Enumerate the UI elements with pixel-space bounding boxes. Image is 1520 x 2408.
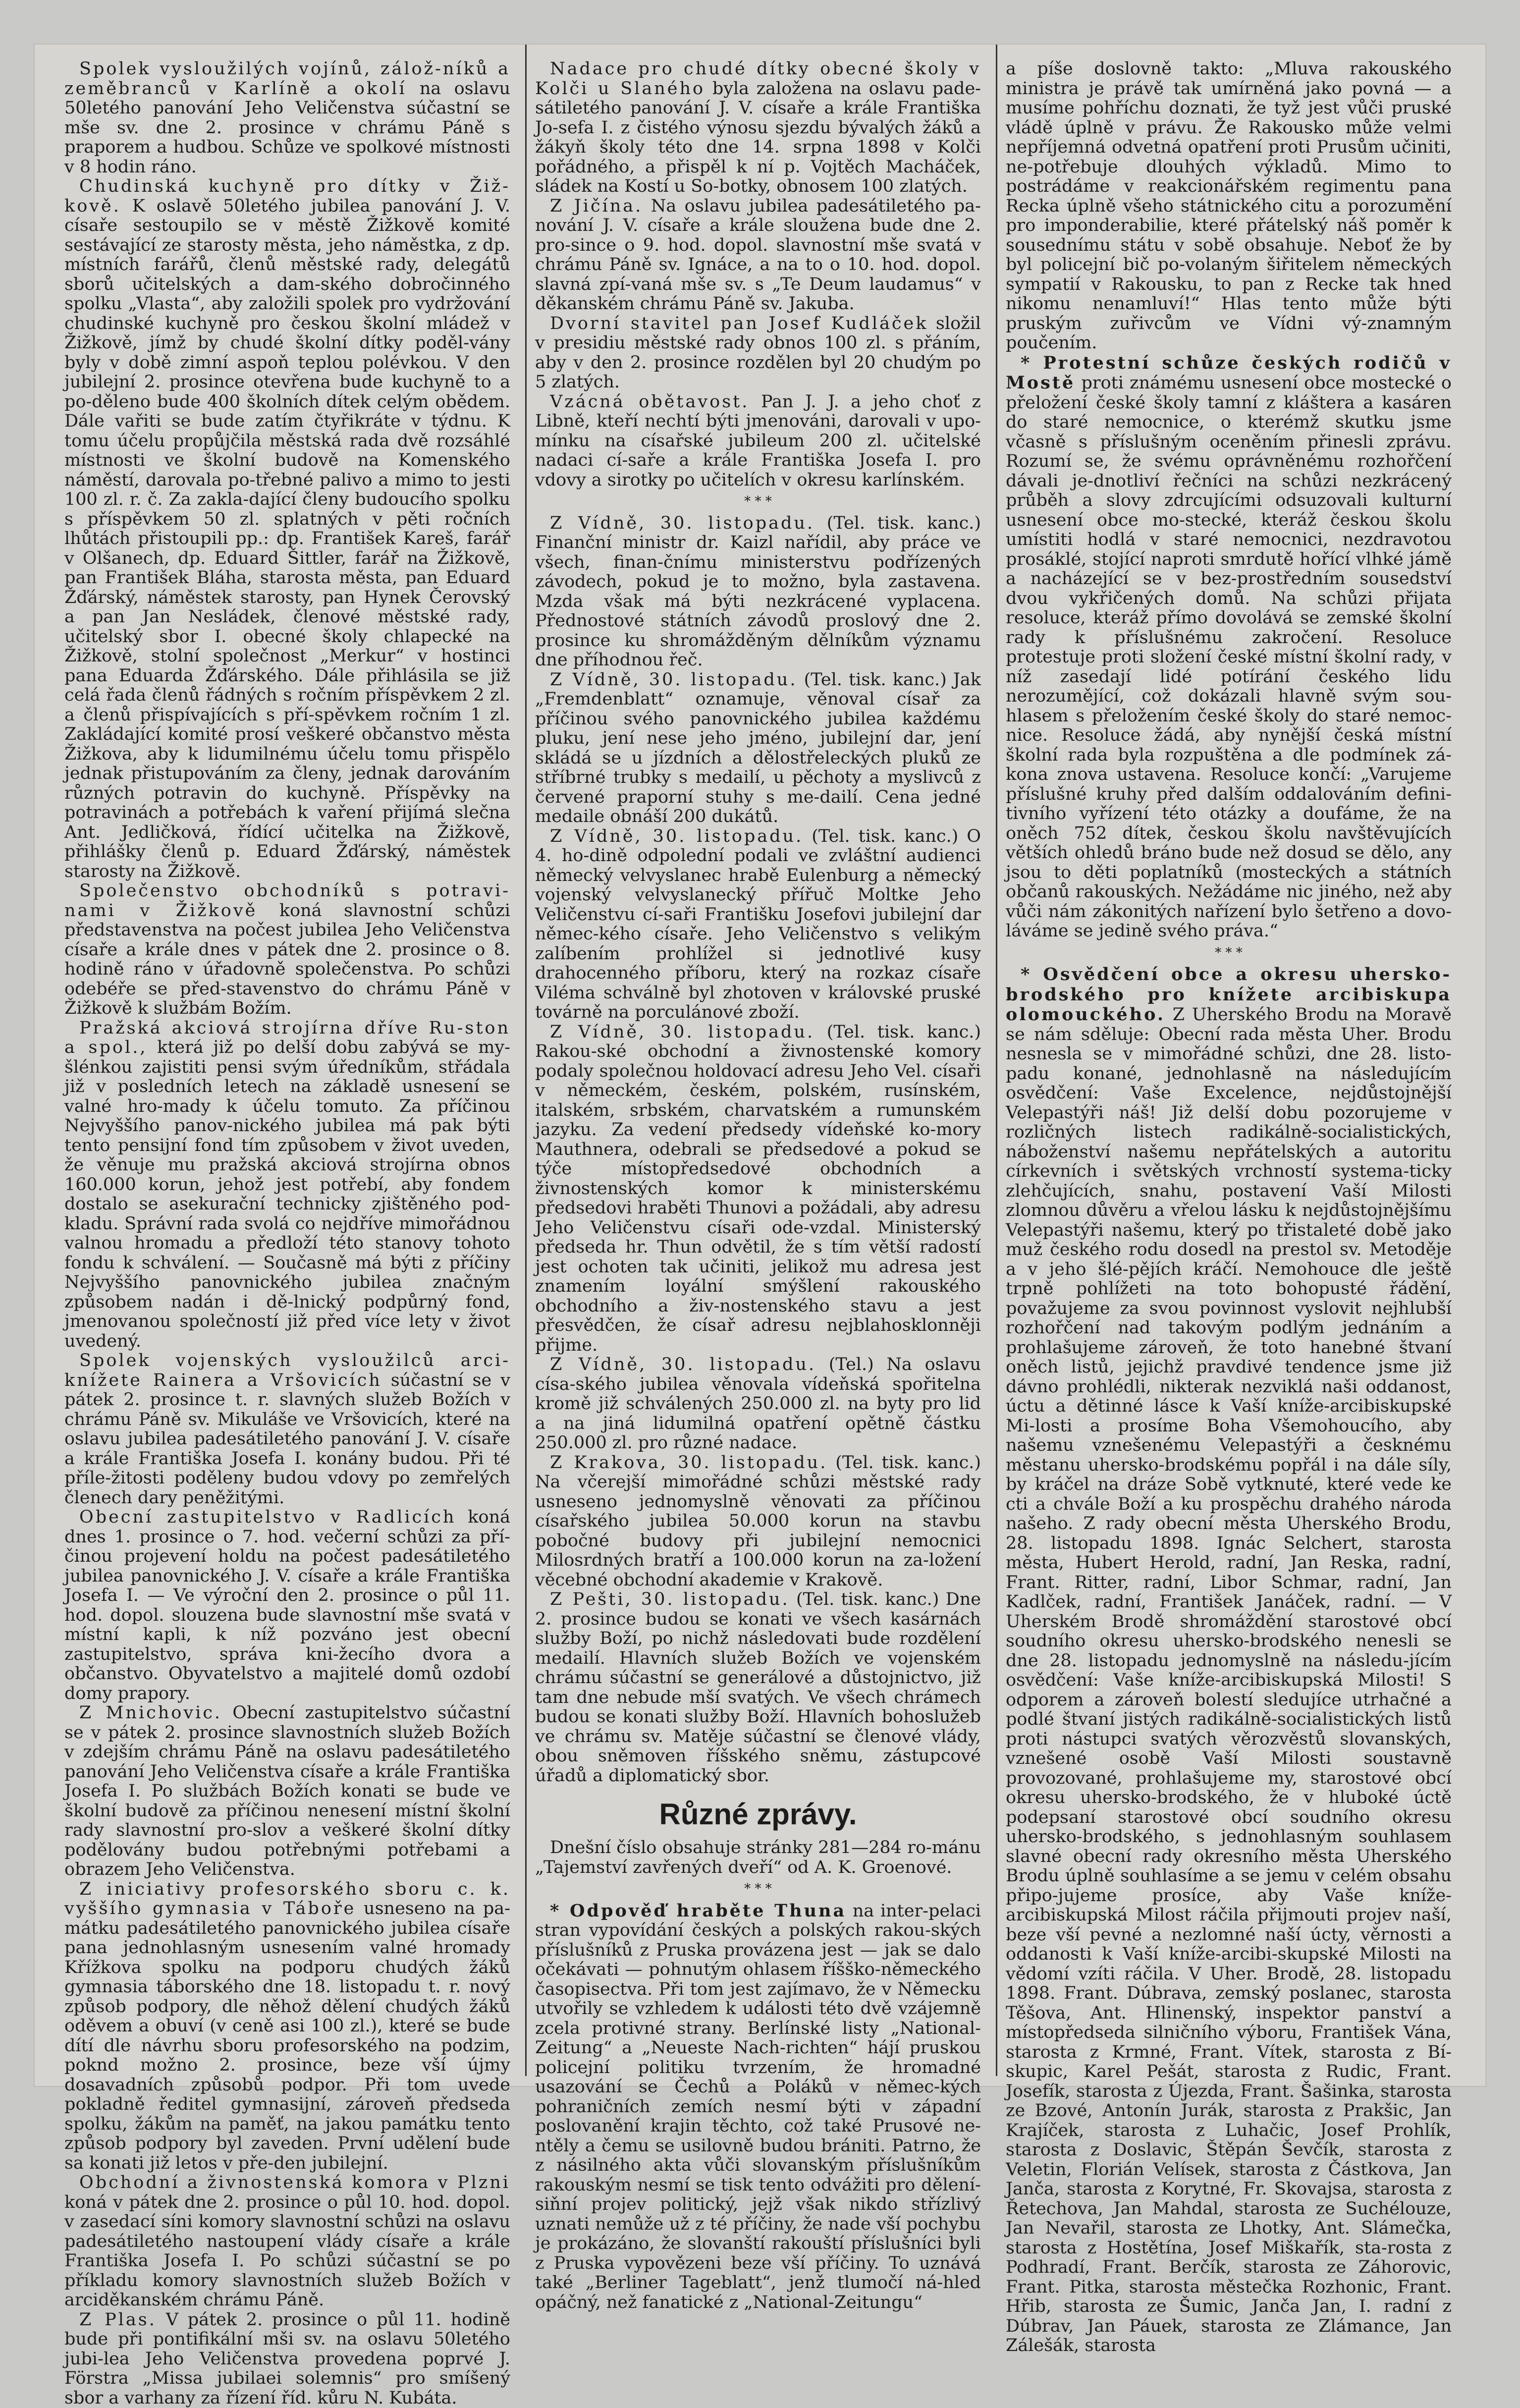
article-lead: Z Vídně, 30. listopadu.	[550, 1355, 816, 1374]
article-paragraph	[64, 177, 510, 881]
article-lead: Z iniciativy profesorského sboru c. k. vyššího gymnasia v Táboře	[64, 1879, 510, 1919]
article-paragraph	[1006, 965, 1452, 2356]
column-1	[64, 59, 510, 2061]
article-text: Dnešní číslo obsahuje stránky 281—284 ro-mánu „Tajemství zavřených dveří“ od A. K. Groenové.	[535, 1838, 981, 1877]
article-text: která již po delší dobu zabývá se my-šlénkou zajistiti pensi svým úředníkům, střádala již v posledních letech na základě usnesení se valné hro-mady k účelu tomuto. Za příčinou Nejvyššího panov-nického jubilea má pak býti tento pensijní fond tím způsobem v život uveden, že věnuje mu pražská akciová strojírna obnos 160.000 korun, jehož jest potřebí, aby fondem dostalo se asekurační technicky zjištěného pod-kladu. Správní rada svolá co nejdříve mimořádnou valnou hromadu a předloží této stanovy tohoto fondu k schválení. — Současně má býti z příčiny Nejvyššího panovnického jubilea značným způsobem nadán i dě-lnický podpůrný fond, jmenovanou společností již před více lety v život uvedený.	[64, 1038, 510, 1351]
article-text: Pan J. J. a jeho choť z Libně, kteří nechtí býti jmenováni, darovali v upo-mínku na císařské jubileum 200 zl. učitelské nadaci cí-saře a krále Františka Josefa I. pro vdovy a sirotky po učitelích v okresu karlínském.	[535, 392, 981, 490]
article-lead: Spolek vysloužilých vojínů, zálož-níků a zeměbranců v Karlíně a okolí	[64, 59, 510, 99]
column-3	[1006, 59, 1452, 2061]
article-text: byla založena na oslavu pade-sátiletého panování J. V. císaře a krále Františka Jo-sefa I. z čistého výnosu sjezdu bývalých žáků a žákyň školy této dne 14. srpna 1898 v Kolči pořádného, a přispěl k ní p. Vojtěch Macháček, sládek na Kostí u So-botky, obnosem 100 zlatých.	[535, 79, 981, 197]
separator: * * *	[535, 1879, 981, 1899]
article-text: Obecní zastupitelstvo súčastní se v pátek 2. prosince slavnostních služeb Božích v zdejším chrámu Páně na oslavu padesátiletého panování Jeho Veličenstva císaře a krále Františka Josefa I. Po službách Božích konati se bude ve školní budově za příčinou nenesení místní školní rady slavnostní pro-slov a veškeré školní dítky podělovány budou potřebnými potřebami a obrazem Jeho Veličenstva.	[64, 1703, 510, 1879]
article-paragraph	[64, 1880, 510, 2174]
article-text: Z Uherského Brodu na Moravě se nám sděluje: Obecní rada města Uher. Brodu nesnesla se v mimořádné schůzi, dne 28. listo-padu konané, jednohlasně na následujícím osvědčení: Vaše Excelence, nejdůstojnější Velepastýři náš! Již delší dobu pozorujeme v rozličných listech radikálně-socialistických, náboženství našemu nepřátelských a autoritu církevních i světských vrchností systema-ticky zlehčujících, snahu, postavení Vaší Milosti zlomnou důvěru a vřelou lásku k nejdůstojnějšímu Velepastýři našemu, který po třistaleté době jako muž českého rodu dosedl na prestol sv. Metoděje a v jeho šlé-pějích kráčí. Nemohouce dle ještě trpně pohlížeti na toto bohopusté řádění, považujeme za svou povinnost vyslovit nejhlubší rozhořčení nad takovým podlým jednáním a prohlašujeme zároveň, že toto hanebné štvaní oněch listů, jejichž pravdivé tendence jsme již dávno prohlédli, nikterak nezviklá naši oddanost, úctu a dětinné lásce k Vaší kníže-arcibiskupské Mi-losti a prosíme Boha Všemohoucího, aby našemu vznešenému Velepastýři a česknému městanu uhersko-brodskému popřál i na dále síly, by kráčel na dráze Sobě vytknuté, které vede ke cti a chvále Boží a ku prospěchu drahého národa našeho. Z rady obecní města Uherského Brodu, 28. listopadu 1898. Ignác Selchert, starosta města, Hubert Herold, radní, Jan Reska, radní, Frant. Ritter, radní, Libor Schmar, radní, Jan Kadlček, radní, František Janáček, radní. — V Uherském Brodě shromáždění starostové obcí soudního okresu uhersko-brodského nenesli se dne 28. listopadu jednomyslně na následu-jícím osvědčení: Vaše kníže-arcibiskupská Milosti! S odporem a zároveň bolestí sledujíce utrhačné a podlé štvaní jistých radikálně-socialistických listů proti nástupci svatých věrozvěstů slovanských, vznešené osobě Vaší Milosti soustavně provozované, prohlašujeme my, starostové obcí okresu uhersko-brodského, že v hluboké úctě podepsaní starostové obcí soudního okresu uhersko-brodského, s jednohlasným souhlasem slavné obecní rady okresního města Uherského Brodu úplně souhlasíme a se jemu v celém obsahu připo-jujeme prosíce, aby Vaše kníže-arcibiskupská Milost ráčila přijmouti projev naší, beze vší pevné a nezlomné naší úcty, věrnosti a oddanosti k Vaší kníže-arcibi-skupské Milosti na vědomí vzíti ráčila. V Uher. Brodě, 28. listopadu 1898. Frant. Dúbrava, zemský poslanec, starosta Těšova, Ant. Hlinenský, inspektor panství a místopředseda silničního výboru, František Vána, starosta z Krmné, Frant. Vítek, starosta z Bí-skupic, Karel Pešát, starosta z Rudic, Frant. Josefík, starosta z Újezda, Frant. Šašinka, starosta ze Bzové, Antonín Jurák, starosta z Prakšic, Jan Krajíček, starosta z Luhačic, Josef Prohlík, starosta z Doslavic, Štěpán Ševčík, starosta z Veletin, Florián Velísek, starosta z Částkova, Jan Janča, starosta z Korytné, Fr. Skovajsa, starosta z Řetechova, Jan Mahdal, starosta ze Suchélouze, Jan Nevařil, starosta ze Lhotky, Ant. Slámečka, starosta z Hostětína, Josef Miškařík, sta-rosta z Podhradí, Frant. Berčík, starosta ze Záhorovic, Frant. Pitka, starosta městečka Rozhonic, Frant. Hřib, starosta ze Šumic, Janča Jan, I. radní z Dúbrav, Jan Páuek, starosta ze Zlámance, Jan Zálešák, starosta	[1006, 1005, 1452, 2355]
article-lead: Z Jičína.	[550, 196, 643, 216]
article-paragraph	[64, 2173, 510, 2310]
article-text: V pátek 2. prosince o půl 11. hodině bude při pontifikální mši sv. na oslavu 50letého jubi-lea Jeho Veličenstva provedena poprvé J. Förstra „Missa jubilaei solemnis“ pro smíšený sbor a varhany za řízení říd. kůru N. Kubáta.	[64, 2310, 510, 2408]
article-paragraph	[535, 314, 981, 392]
article-lead: Obchodní a živnostenská komora v Plzni	[79, 2173, 510, 2192]
article-text: na inter-pelaci stran vypovídání českých a polských rakou-ských příslušníků z Pruska provázena jest — jak se dalo očekávati — pohnutým ohlasem říšško-německého časopisectva. Při tom jest zajímavo, že v Německu utvořily se vzhledem k události této dvě vzájemně zcela protivné strany. Berlínské listy „National-Zeitung“ a „Neueste Nach-richten“ hájí pruskou policejní politiku tvrzením, že hromadné usazování se Čechů a Poláků v němec-kých pohraničních zemích nesmí býti v západní poslovanění krajin těchto, což také Prusové ne-ntěly a čemu se usilovně budou brániti. Patrno, že z násilného akta vůči slovanským příslušníkům rakouským nesmí se tisk tento odvážiti pro dělení-siňní projev politický, jejž však nikdo střízlivý uznati nemůže už z té příčiny, že nade vší pochybu je prokázáno, že slovanští rakouští příslušníci byli z Pruska vypovězeni beze vší příčiny. To uznává také „Berliner Tageblatt“, jenž tlumočí ná-hled opáčný, než fanatické z „National-Zeitungu“	[535, 1901, 981, 2312]
article-paragraph	[64, 1703, 510, 1880]
article-text: koná v pátek dne 2. prosince o půl 10. hod. dopol. v zasedací síni komory slavnostní schůzi na oslavu padesátiletého nastoupení vlády císaře a krále Františka Josefa I. Po schůzi súčastní se po příkladu komory slavnostních služeb Božích v arciděkanském chrámu Páně.	[64, 2192, 510, 2310]
article-text: súčastní se v pátek 2. prosince t. r. slavných služeb Božích v chrámu Páně sv. Mikuláše ve Vršovicích, které na oslavu jubilea padesátiletého panování J. V. císaře a krále Františka Josefa I. konány budou. Při té příle-žitosti poděleny budou vdovy po zemřelých členech dary peněžitými.	[64, 1370, 510, 1508]
article-lead: Z Pešti, 30. listopadu.	[550, 1589, 790, 1609]
article-paragraph	[535, 1590, 981, 1786]
article-paragraph	[64, 2310, 510, 2408]
article-paragraph	[1006, 59, 1452, 353]
article-paragraph	[64, 1508, 510, 1703]
article-text: K oslavě 50letého jubilea panování J. V. císaře sestoupilo se v městě Žižkově komité sestávající ze starosty města, jeho náměstka, z dp. místních farářů, členů městské rady, delegátů sborů učitelských a dam-ského dobročinného spolku „Vlasta“, aby založili spolek pro vydržování chudinské kuchyně pro českou školní mládež v Žižkově, jímž by chudé školní dítky poděl-vány byly v době zimní aspoň teplou polévkou. V den jubilejní 2. prosince otevřena bude kuchyně to a po-děleno bude 400 školních dítek celým obědem. Dále vařiti se bude zatím čtyřikráte v týdnu. K tomu účelu propůjčila městská rada dvě rozsáhlé místnosti ve školní budově na Komenského náměstí, darovala po-třebné palivo a mimo to jesti 100 zl. r. č. Za zakla-dající členy budoucího spolku s příspěvkem 50 zl. splatných v pěti ročních lhůtách přistoupili pp.: dp. František Kareš, farář v Olšanech, dp. Eduard Šittler, farář na Žižkově, pan František Bláha, starosta města, pan Eduard Žďárský, náměstek starosty, pan Hynek Čerovský a pan Jan Nesládek, členové městské rady, učitelský sbor I. obecné školy chlapecké na Žižkově, stolní společnost „Merkur“ v hostinci pana Eduarda Žďárského. Dále přihlásila se již celá řada členů řádných s ročním příspěvkem 2 zl. a členů přispívajících s pří-spěvkem ročním 1 zl. Zakládající komité prosí veškeré občanstvo města Žižkova, aby k lidumilnému účelu tomu přispělo jednak přistupováním za členy, jednak darováním různých potravin do kuchyně. Příspěvky na potravinách a potřebách k vaření přijímá slečna Ant. Jedličková, řídící učitelka na Žižkově, přihlášky členů p. Eduard Žďárský, náměstek starosty na Žižkově.	[64, 196, 510, 881]
article-text: a píše doslovně takto: „Mluva rakouského ministra je právě tak umírněná jako povná — a musíme pohříchu doznati, že tyž jest vůči pruské vládě úplně v právu. Že Rakousko může velmi nepříjemná odvetná opatření proti Prusům učiniti, ne-potřebuje dlouhých výkladů. Mimo to postrádáme v reakcionářském regimentu pana Recka úplně všeho státnického citu a porozumění pro imponderabilie, které přátelský náš poměr k sousednímu státu v sobě obsahuje. Neboť že by byl policejní bič po-volaným šiřitelem německých sympatií v Rakousku, to pan z Recke tak hned nikomu nenamluví!“ Hlas tento může býti pruským zuřivcům ve Vídni vý-znamným poučením.	[1006, 59, 1452, 353]
column-rule	[525, 45, 527, 2076]
article-lead: Z Vídně, 30. listopadu.	[550, 826, 803, 846]
separator: * * *	[1006, 943, 1452, 963]
article-text: koná slavnostní schůzi představenstva na počest jubilea Jeho Veličenstva císaře a krále dnes v pátek dne 2. prosince o 8. hodině ráno v úřadovně společenstva. Po schůzi odebéře se před-stavenstvo do chrámu Páně v Žižkově k službám Božím.	[64, 901, 510, 1019]
article-text: (Tel. tisk. kanc.) Finanční ministr dr. Kaizl nařídil, aby práce ve všech, finan-čnímu ministerstvu podřízených závodech, pokud je to možno, byla zastavena. Mzda však má býti nezkrácené vyplacena. Přednostové státních závodů proslový dne 2. prosince ku shromážděným dělníkům významu dne příhodnou řeč.	[535, 513, 981, 670]
section-heading: Různé zprávy.	[535, 1795, 981, 1834]
article-text: proti známému usnesení obce mostecké o přeložení české školy tamní z klášterа a kasáren do staré nemocnice, o kterémž skutku jsme včasně s příslušným oceněním přinesli zprávu. Rozumí se, že svému oprávněnému rozhořčení dávali je-dnotliví řečníci na schůzi nezkrácený průběh a slovy zdrcujícími odsuzovali kulturní usnesení obce mo-stecké, kteráž českou školu umístiti hodlá v staré nemocnici, nezdravotou prosáklé, stojící naproti smrdutě hořící vlhké jámě a nacházející se v bez-prostředním sousedství dvou vykřičených domů. Na schůzi přijata resoluce, kteráž přímo dovolává se zemské školní rady k příslušnému zakročení. Resoluce protestuje proti složení české místní školní rady, v níž zasedají lidé potírání českého lidu nerozumějící, což dokázali hlavně svým sou-hlasem s přeložením české školy do staré nemoc-nice. Resoluce žádá, aby nynější česká místní školní rada byla rozpuštěna a dle podmínek zá-kona znova ustavena. Resoluce končí: „Varujeme příslušné kruhy před dalším oddalováním defini-tivního vyřízení této otázky a doufáme, že na oněch 752 dítek, českou školu navštěvujících větších ohledů bráno bude než dosud se dělo, any jsou to děti poplatníků (mosteckých a státních občanů rakouských. Nežádáme nic jiného, než aby vůči nám zákonitých nařízení bylo šetřeno a dovo-láváme se jedině svého práva.“	[1006, 373, 1452, 941]
article-lead: Dvorní stavitel pan Josef Kudláček	[550, 314, 928, 333]
article-paragraph	[535, 670, 981, 827]
article-text: usneseno na pa-mátku padesátiletého panovnického jubilea císaře pana jednohlasným usnesením valné hromady Křížkova spolku na podporu chudých žáků gymnasia táborského dne 18. listopadu t. r. nový způsob podpory, dle něhož dělení chudých žáků oděvem a obuví (v ceně asi 100 zl.), které se bude dítí dle návrhu sboru profesorského na podzim, poknd možno 2. prosince, beze vší újmy dosavadních způsobů podpor. Při tom uvede pokladně ředitel gymnasijní, zároveň předseda spolku, žákům na paměť, na jakou památku tento způsob podpory byl zaveden. První udělení bude sa konati již letos v pře-den jubilejní.	[64, 1899, 510, 2173]
article-text: Na oslavu jubilea padesátiletého pa-nování J. V. císaře a krále sloužena bude dne 2. pro-since o 9. hod. dopol. slavnostní mše svatá v chrámu Páně sv. Ignáce, a na to o 10. hod. dopol. slavná zpí-vaná mše sv. s „Te Deum laudamus“ v děkanském chrámu Páně sv. Jakuba.	[535, 196, 981, 314]
article-lead: Z Krakova, 30. listopadu.	[550, 1453, 827, 1473]
separator: * * *	[535, 492, 981, 512]
article-text: koná dnes 1. prosince o 7. hod. večerní schůzi za pří-činou projevení holdu na počest padesátiletého jubilea panovnického J. V. císaře a krále Františka Josefa I. — Ve výroční den 2. prosince o půl 11. hod. dopol. slouzena bude slavnostní mše svatá v místní kapli, k níž pozváno jest obecní zastupitelstvo, správa kni-žecího dvora a občanstvo. Obyvatelstvo a majitelé domů ozdobí domy prapory.	[64, 1507, 510, 1703]
article-lead: Obecní zastupitelstvo v Radlicích	[79, 1507, 456, 1527]
article-paragraph	[535, 392, 981, 491]
article-text: (Tel. tisk. kanc.) Rakou-ské obchodní a živnostenské komory podaly společnou holdovací adresu Jeho Vel. císaři v německém, českém, polském, rusínském, italském, srbském, charvatském a rumunském jazyku. Za vedení předsedy vídeňské ko-mory Mauthnera, odebrali se předsedové a pokud se týče místopředsedové obchodních a živnostenských komor k ministerskému předsedovi hraběti Thunovi a požádali, aby adresu Jeho Veličenstvu císaři ode-vzdal. Ministerský předseda hr. Thun odvětil, že s tím větší radostí jest ochoten tak učiniti, jelikož mu adresa jest znamením loyální smýšlení rakouského obchodního a živ-nostenského stavu a jest přesvědčen, že císař adresu nejblahosklonněji přijme.	[535, 1022, 981, 1355]
column-rule	[996, 45, 997, 2076]
article-paragraph	[64, 881, 510, 1019]
article-paragraph	[535, 1023, 981, 1356]
article-text: (Tel.) Na oslavu císa-ského jubilea věnovala vídeňská spořitelna kromě již schválených 250.000 zl. na byty pro lid a na jiná lidumilná opatření opětně částku 250.000 zl. pro různé nadace.	[535, 1355, 981, 1453]
article-paragraph	[535, 827, 981, 1023]
article-lead: Nadace pro chudé dítky obecné školy v Kolči u Slaného	[535, 59, 981, 99]
article-lead: Z Vídně, 30. listopadu.	[550, 670, 797, 690]
article-lead: * Protestní schůze českých rodičů v Mostě	[1006, 353, 1452, 393]
column-2	[535, 59, 981, 2061]
article-lead: Společenstvo obchodníků s potravi-nami v Žižkově	[64, 881, 510, 921]
article-paragraph	[535, 1453, 981, 1590]
article-text: (Tel. tisk. kanc.) Jak „Fremdenblatt“ oznamuje, věnoval císař za příčinou svého panovnického jubilea každému pluku, jení nese jeho jméno, jubilejní dar, jení skládá se u jízdních a dělostřeleckých pluků ze stříbrné trubky s medailí, u pěchoty a myslivců z červené praporní stuhy s me-dailí. Cena jedné medaile obnáší 200 dukátů.	[535, 670, 981, 827]
article-lead: Z Vídně, 30. listopadu.	[550, 513, 814, 533]
article-text: (Tel. tisk. kanc.) O 4. ho-dině odpolední podali ve zvláštní audienci německý velvyslanec hrabě Eulenburg a německý vojenský velvyslanecký přířuč Moltke Jeho Veličenstvu cí-saři Františku Josefovi jubilejní dar němec-kého císaře. Jeho Veličenstvo s velikým zalíbením prohlížel si jednotlivé kusy drahocenného příboru, který na rozkaz císaře Viléma schválně byl zhotoven v královské pruské továrně na porculánové zboží.	[535, 826, 981, 1023]
article-paragraph	[535, 59, 981, 197]
article-lead: Vzácná obětavost.	[550, 392, 749, 412]
article-paragraph	[535, 1355, 981, 1453]
article-paragraph	[64, 1019, 510, 1352]
article-text: složil v presidiu městské rady obnos 100 zl. s přáním, aby v den 2. prosince rozdělen byl 20 chudým po 5 zlatých.	[535, 314, 981, 392]
article-paragraph	[535, 197, 981, 314]
article-paragraph	[64, 59, 510, 177]
article-text: na oslavu 50letého panování Jeho Veličenstva súčastní se mše sv. dne 2. prosince v chrámu Páně s praporem a hudbou. Schůze ve spolkové místnosti v 8 hodin ráno.	[64, 79, 510, 177]
article-lead: Chudinská kuchyně pro dítky v Žiž-kově.	[64, 176, 510, 216]
article-lead: Z Plas.	[79, 2310, 157, 2330]
article-paragraph	[1006, 353, 1452, 941]
article-lead: Z Vídně, 30. listopadu.	[550, 1022, 814, 1042]
newspaper-page	[35, 45, 1485, 2086]
article-paragraph	[535, 1901, 981, 2313]
article-lead: * Odpověď hraběte Thuna	[550, 1901, 846, 1921]
article-lead: Spolek vojenských vysloužilců arci-knížete Rainera a Vršovicích	[64, 1351, 510, 1390]
article-lead: Z Mnichovic.	[79, 1703, 222, 1723]
article-paragraph	[535, 1838, 981, 1877]
article-lead: Pražská akciová strojírna dříve Ru-ston a spol.,	[64, 1018, 510, 1058]
article-text: (Tel. tisk. kanc.) Dne 2. prosince budou se konati ve všech kasárnách služby Boží, po nichž následovati bude rozdělení medailí. Hlavních služeb Božích ve vojenském chrámu súčastní se generálové a důstojnictvo, již tam dne nebude mší svatých. Ve všech chrámech budou se konati služby Boží. Hlavních bohoslužeb ve chrámu sv. Matěje súčastní se členové vlády, obou sněmoven říšského sněmu, zástupcové úřadů a diplomatický sbor.	[535, 1589, 981, 1786]
article-lead: * Osvědčení obce a okresu uhersko-brodského pro knížete arcibiskupa olomouckého.	[1006, 964, 1452, 1025]
article-text: (Tel. tisk. kanc.) Na včerejší mimořádné schůzi městské rady usneseno jednomyslně věnovati za příčinou císařského jubilea 50.000 korun na stavbu pobočné budovy při jubilejní nemocnici Milosrdných bratří a 100.000 korun na za-ložení věcebné obchodní akademie v Krakově.	[535, 1453, 981, 1590]
article-paragraph	[535, 514, 981, 670]
article-paragraph	[64, 1351, 510, 1508]
